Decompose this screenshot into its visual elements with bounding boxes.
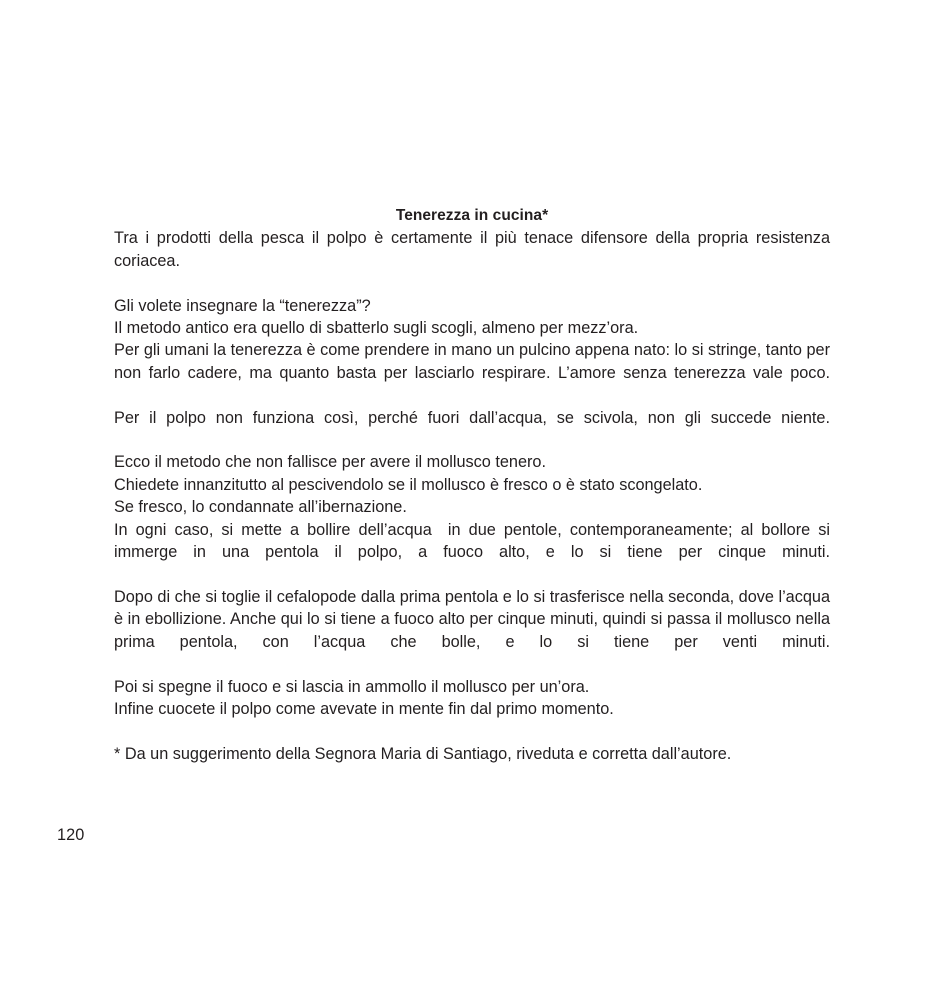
footnote-spacer	[114, 720, 830, 742]
paragraph-5: Per il polpo non funziona così, perché fuori dall’acqua, se scivola, non gli succede niente.	[114, 408, 830, 427]
paragraph-11: Poi si spegne il fuoco e si lascia in ammollo il mollusco per un’ora.	[114, 677, 590, 696]
paragraph-3: Il metodo antico era quello di sbatterlo sugli scogli, almeno per mezz’ora.	[114, 319, 639, 338]
paragraph-9: In ogni caso, si mette a bollire dell’acqua in due pentole, contemporaneamente; al bollore si immerge in una pentola il polpo, a fuoco alto, e lo si tiene per cinque minuti.	[114, 520, 835, 562]
paragraph-4: Per gli umani la tenerezza è come prendere in mano un pulcino appena nato: lo si stringe, tanto per non farlo cadere, ma quanto basta per lasciarlo respirare. L’amore senza tenerezza vale poco.	[114, 341, 835, 382]
paragraph-6: Ecco il metodo che non fallisce per avere il mollusco tenero.	[114, 453, 546, 472]
paragraph-10: Dopo di che si toglie il cefalopode dalla prima pentola e lo si trasferisce nella seconda, dove l’acqua è in ebollizione. Anche qui lo si tiene a fuoco alto per cinque minuti, quindi si passa il mollusco nella prima pentola, con l’acqua che bolle, e lo si tiene per venti minuti.	[114, 587, 835, 651]
page-title: Tenerezza in cucina*	[395, 207, 549, 224]
paragraph-2: Gli volete insegnare la “tenerezza”?	[114, 296, 371, 315]
footnote: * Da un suggerimento della Segnora Maria di Santiago, riveduta e corretta dall’autore.	[114, 744, 732, 763]
paragraph-7: Chiedete innanzitutto al pescivendolo se il mollusco è fresco o è stato scongelato.	[114, 475, 703, 494]
page-text-block	[114, 205, 835, 765]
page-number: 120	[57, 826, 85, 844]
paragraph-1: Tra i prodotti della pesca il polpo è certamente il più tenace difensore della propria resistenza coriacea.	[114, 229, 835, 270]
paragraph-8: Se fresco, lo condannate all’ibernazione.	[114, 498, 407, 517]
paragraph-12: Infine cuocete il polpo come avevate in mente fin dal primo momento.	[114, 699, 614, 718]
